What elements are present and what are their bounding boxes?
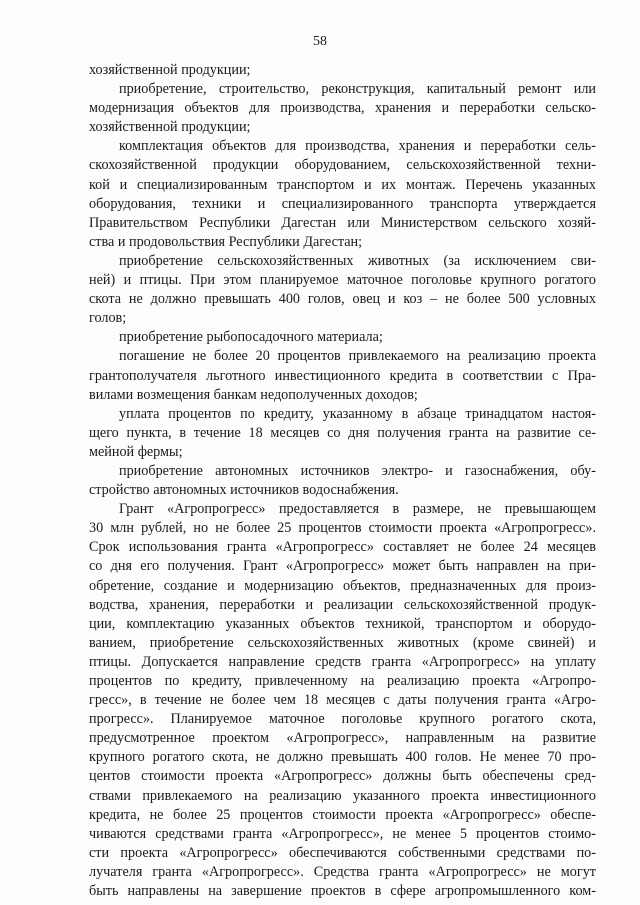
page-number: 58: [313, 34, 327, 49]
text-line: хозяйственной продукции;: [89, 119, 251, 136]
text-line: лучателя гранта «Агропрогресс». Средства гранта «Агропрогресс» не могут: [89, 863, 596, 880]
text-line: предусмотренное проектом «Агропрогресс», направленным на развитие: [89, 730, 596, 747]
text-line: хозяйственной продукции;: [89, 62, 251, 78]
text-line: чиваются средствами гранта «Агропрогресс», не менее 5 процентов стоимо-: [89, 825, 596, 842]
text-line: грантополучателя льготного инвестиционного кредита в соответствии с Пра-: [89, 367, 596, 384]
text-line: скохозяйственной продукции оборудованием, сельскохозяйственной техни-: [89, 157, 596, 174]
text-line: приобретение автономных источников электро- и газоснабжения, обу-: [119, 462, 596, 479]
text-line: погашение не более 20 процентов привлекаемого на реализацию проекта: [119, 348, 596, 365]
text-line: процентов по кредиту, привлеченному на реализацию проекта «Агропро-: [89, 673, 596, 689]
text-line: со дня его получения. Грант «Агропрогресс» может быть направлен на при-: [89, 558, 596, 575]
text-line: Грант «Агропрогресс» предоставляется в размере, не превышающем: [119, 501, 596, 518]
text-line: приобретение сельскохозяйственных животных (за исключением сви-: [119, 252, 596, 269]
text-line: ней) и птицы. При этом планируемое маточное поголовье крупного рогатого: [89, 272, 596, 289]
text-line: кредита, не более 25 процентов стоимости проекта «Агропрогресс» обеспе-: [89, 806, 596, 823]
text-line: птицы. Допускается направление средств гранта «Агропрогресс» на уплату: [89, 653, 596, 670]
text-line: ции, комплектацию указанных объектов техникой, транспортом и оборудо-: [89, 615, 596, 632]
text-line: щего пункта, в течение 18 месяцев со дня получения гранта на развитие се-: [89, 424, 596, 441]
text-line: быть направлены на завершение проектов в сфере агропромышленного ком-: [89, 883, 596, 900]
text-line: кой и специализированным транспортом и их монтаж. Перечень указанных: [89, 176, 596, 193]
text-line: голов;: [89, 310, 127, 327]
text-line: вилами возмещения банкам недополученных доходов;: [89, 386, 418, 403]
text-line: стройство автономных источников водоснабжения.: [89, 482, 399, 499]
text-line: модернизация объектов для производства, хранения и переработки сельско-: [89, 100, 596, 117]
document-body: [89, 61, 596, 901]
text-line: сти проекта «Агропрогресс» обеспечиваются собственными средствами по-: [89, 844, 596, 861]
text-line: приобретение, строительство, реконструкция, капитальный ремонт или: [119, 81, 596, 98]
text-line: комплектация объектов для производства, хранения и переработки сель-: [119, 138, 596, 155]
text-line: ствами привлекаемого на реализацию указанного проекта инвестиционного: [89, 787, 596, 804]
text-line: центов стоимости проекта «Агропрогресс» должны быть обеспечены сред-: [89, 768, 596, 785]
text-line: ства и продовольствия Республики Дагестан;: [89, 233, 363, 250]
text-line: Срок использования гранта «Агропрогресс» составляет не более 24 месяцев: [89, 539, 596, 556]
text-line: прогресс». Планируемое маточное поголовье крупного рогатого скота,: [89, 711, 596, 728]
text-line: Правительством Республики Дагестан или Министерством сельского хозяй-: [89, 214, 596, 231]
text-line: приобретение рыбопосадочного материала;: [119, 329, 383, 346]
text-line: уплата процентов по кредиту, указанному в абзаце тринадцатом настоя-: [119, 405, 596, 422]
text-line: 30 млн рублей, но не более 25 процентов стоимости проекта «Агропрогресс».: [89, 520, 596, 537]
text-line: оборудования, техники и специализированного транспорта утверждается: [89, 195, 596, 212]
text-line: крупного рогатого скота, не должно превышать 400 голов. Не менее 70 про-: [89, 749, 596, 766]
text-line: обретение, создание и модернизацию объектов, предназначенных для произ-: [89, 577, 596, 594]
text-line: мейной фермы;: [89, 443, 183, 460]
text-line: скота не должно превышать 400 голов, овец и коз – не более 500 условных: [89, 291, 596, 308]
text-line: ванием, приобретение сельскохозяйственных животных (кроме свиней) и: [89, 634, 596, 651]
text-line: водства, хранения, переработки и реализации сельскохозяйственной продук-: [89, 596, 596, 613]
text-line: гресс», в течение не более чем 18 месяцев с даты получения гранта «Агро-: [89, 692, 596, 709]
